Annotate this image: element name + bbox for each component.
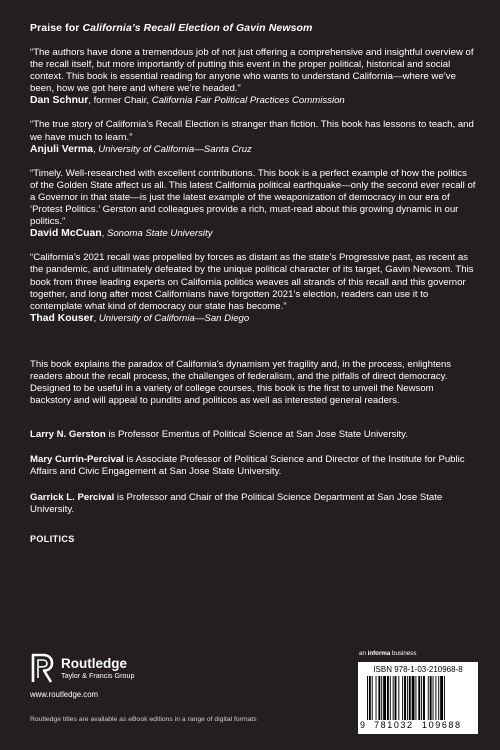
reviewer-role-plain: , former Chair,: [88, 95, 152, 107]
author-bio: [30, 429, 476, 441]
publisher-name: Routledge: [61, 655, 127, 671]
publisher-group: Taylor & Francis Group: [61, 670, 135, 680]
reviewer-name: David McCuan: [30, 228, 102, 240]
barcode-bar: [367, 676, 368, 720]
barcode-bar: [376, 676, 377, 720]
barcode-lead-digit: 9: [360, 720, 366, 730]
review-attribution: [30, 95, 476, 107]
review-block: [30, 252, 476, 325]
barcode-bar: [387, 676, 389, 720]
review-block: [30, 47, 476, 107]
barcode-bar: [428, 676, 429, 720]
barcode-bar: [430, 676, 432, 720]
informa-name: informa: [367, 650, 391, 657]
review-attribution: [30, 313, 476, 325]
review-attribution: [30, 228, 476, 240]
barcode-bar: [421, 676, 422, 720]
barcode-bar: [418, 676, 420, 720]
review-attribution: [30, 144, 476, 156]
praise-heading-title: California’s Recall Election of Gavin Newsom: [82, 22, 313, 34]
author-bio-text: is Professor Emeritus of Political Science at San Jose State University.: [105, 429, 408, 441]
barcode-bar: [433, 676, 434, 720]
author-bio: [30, 454, 476, 478]
barcode-bar: [423, 676, 425, 720]
barcode-bar: [390, 676, 391, 720]
author-name: Larry N. Gerston: [30, 429, 106, 441]
barcode-bar: [444, 676, 445, 720]
publisher-website: www.routledge.com: [30, 690, 99, 699]
reviewer-role-plain: ,: [93, 312, 99, 324]
book-description: This book explains the paradox of California’s dynamism yet fragility and, in the process, enlightens readers about the recall process, the challenges of federalism, and the pitfalls of direct democracy. Designed to be useful in a variety of college courses, this book is the first to unveil the Newsom backstory and will appeal to pundits and politicos as well as interested general readers.: [30, 358, 452, 407]
barcode-bar: [369, 676, 371, 720]
reviewer-name: Anjuli Verma: [30, 143, 93, 155]
publisher-block: [30, 652, 230, 699]
barcode-bar: [409, 676, 411, 720]
informa-tagline: [359, 650, 416, 657]
reviewer-affiliation: Sonoma State University: [106, 228, 213, 240]
barcode-bar: [383, 676, 386, 720]
review-block: [30, 119, 476, 155]
barcode-bar: [438, 676, 439, 720]
barcode-bar: [372, 676, 373, 720]
barcode-bar: [395, 676, 397, 720]
review-quote: “Timely. Well-researched with excellent contributions. This book is a perfect example of how the politics of the Golden State affect us all. This latest California political earthquake—only the second ever recall of a Governor in that state—is just the latest example of the weaponization of democracy in our era of ‘Protest Politics.’ Gerston and colleagues provide a rich, must-read about this growing dynamic in our politics.”: [30, 167, 476, 228]
barcode-bar: [440, 676, 443, 720]
reviewer-affiliation: University of California—San Diego: [98, 312, 250, 324]
author-bio-text: is Associate Professor of Political Science and Director of the Institute for Public Affairs and Civic Engagement at San Jose State University.: [30, 454, 465, 478]
barcode-group-1: 781032: [374, 720, 414, 730]
back-cover-text: [30, 22, 476, 544]
barcode-bar: [378, 676, 380, 720]
review-quote: “The true story of California’s Recall Election is stranger than fiction. This book has lessons to teach, and we have much to learn.”: [30, 119, 474, 143]
review-block: [30, 168, 476, 241]
reviewer-affiliation: California Fair Political Practices Commission: [151, 95, 345, 107]
barcode-bar: [435, 676, 436, 720]
review-quote: “California’s 2021 recall was propelled by forces as distant as the state’s Progressive past, as recent as the pandemic, and ultimately defeated by the unique political character of its target, Gavin Newsom. This book from three leading experts on California politics weaves all strands of this recall and this governor together, and long after most Californians have forgotten 2021’s election, readers can use it to contemplate what kind of democracy our state has become.”: [30, 252, 474, 312]
barcode-bar: [404, 676, 406, 720]
reviewer-role-plain: ,: [92, 143, 99, 155]
reviewer-name: Dan Schnur: [30, 95, 89, 107]
barcode-bar: [402, 676, 403, 720]
praise-heading: [30, 22, 476, 34]
praise-heading-prefix: Praise for: [30, 22, 83, 34]
barcode-bar: [415, 676, 416, 720]
subject-category: POLITICS: [30, 533, 75, 544]
informa-prefix: an: [359, 650, 368, 657]
routledge-logo: [30, 652, 230, 684]
reviewer-name: Thad Kouser: [30, 312, 94, 324]
barcode-bar: [412, 676, 415, 720]
barcode-group-2: 109688: [422, 720, 462, 730]
barcode-bars: [367, 676, 471, 720]
isbn-barcode: [358, 662, 478, 734]
isbn-label: ISBN 978-1-03-210968-8: [373, 665, 463, 674]
barcode-bar: [381, 676, 382, 720]
informa-suffix: business: [390, 650, 417, 657]
author-bio: [30, 492, 476, 516]
author-bio-text: is Professor and Chair of the Political Science Department at San Jose State University.: [30, 491, 443, 515]
barcode-bar: [393, 676, 394, 720]
ebook-note: Routledge titles are available as eBook editions in a range of digital formats: [30, 716, 257, 723]
barcode-bar: [398, 676, 399, 720]
reviewer-affiliation: University of California—Santa Cruz: [98, 143, 252, 155]
author-name: Garrick L. Percival: [30, 491, 115, 503]
barcode-bar: [407, 676, 408, 720]
routledge-r-icon: [30, 652, 56, 684]
author-name: Mary Currin-Percival: [30, 454, 124, 466]
review-quote: “The authors have done a tremendous job of not just offering a comprehensive and insightful overview of the recall itself, but more importantly of putting this event in the proper political, historical and social context. This book is essential reading for anyone who wants to understand California—where we’ve been, how we got here and where we’re headed.”: [30, 47, 474, 95]
reviewer-role-plain: ,: [101, 228, 107, 240]
